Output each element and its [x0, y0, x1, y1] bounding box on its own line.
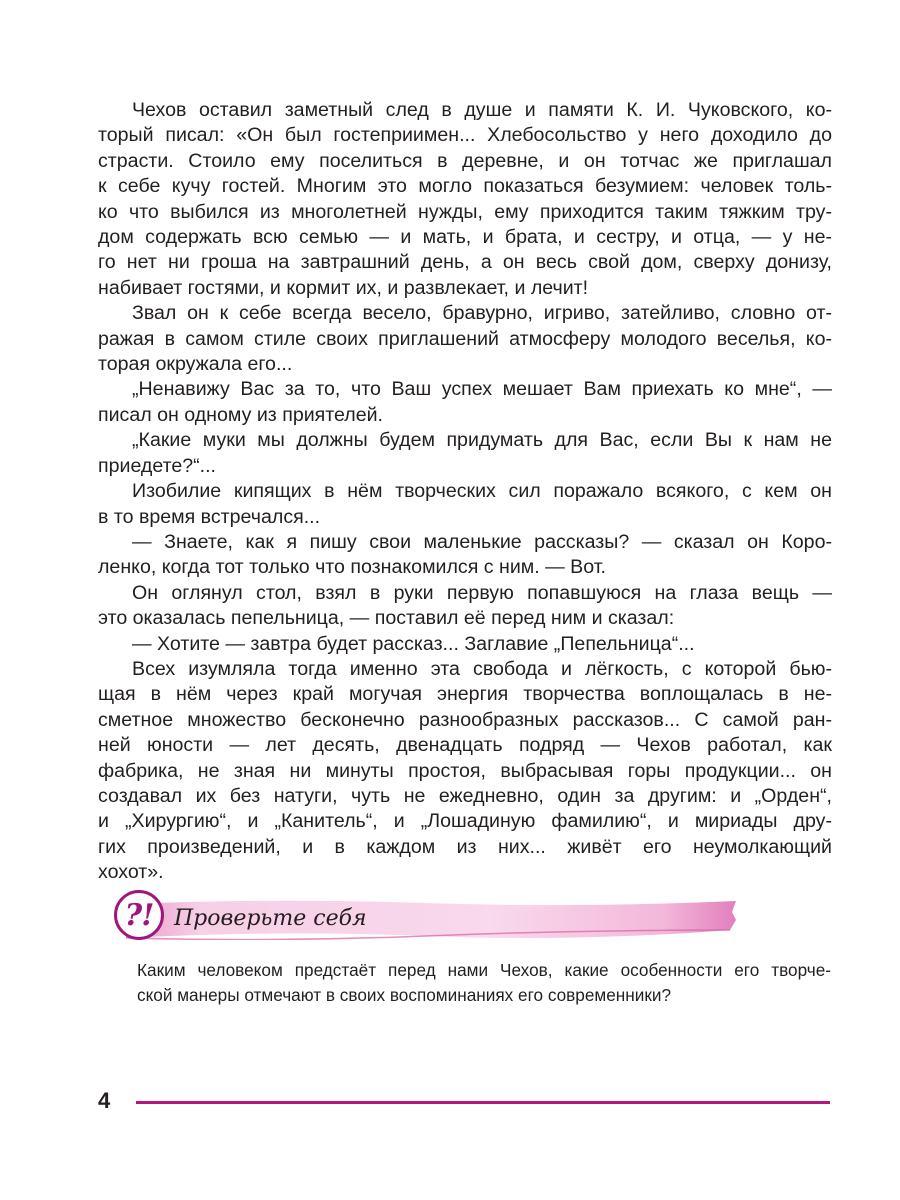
text-line: Чехов оставил заметный след в душе и памяти К. И. Чуковского, ко-: [132, 99, 832, 121]
text-line: приедете?“...: [98, 454, 217, 477]
question-line: Каким человеком предстаёт перед нами Чехов, какие особенности его творче-: [137, 960, 831, 980]
paragraph: [98, 377, 832, 428]
text-line: сметное множество бесконечно разнообразных рассказов... С самой ран-: [98, 708, 832, 731]
paragraph: [98, 657, 832, 886]
check-yourself-title: Проверьте себя: [174, 906, 367, 931]
text-line: Он оглянул стол, взял в руки первую попавшуюся на глаза вещь —: [132, 581, 832, 604]
text-line: ленко, когда тот только что познакомился с ним. — Вот.: [98, 556, 606, 579]
main-text: [98, 98, 832, 886]
text-line: к себе кучу гостей. Многим это могло показаться безумием: человек толь-: [98, 175, 832, 198]
text-line: фабрика, не зная ни минуты простоя, выбрасывая горы продукции... он: [98, 759, 832, 782]
text-line: Изобилие кипящих в нём творческих сил поражало всякого, с кем он: [132, 480, 832, 503]
text-line: Звал он к себе всегда весело, бравурно, игриво, затейливо, словно от-: [132, 302, 832, 325]
text-line: набивает гостями, и кормит их, и развлекает, и лечит!: [98, 276, 589, 299]
check-yourself-banner: [96, 884, 736, 954]
question-line: ской манеры отмечают в своих воспоминаниях его современники?: [137, 985, 672, 1005]
paragraph: [98, 530, 832, 581]
review-question: [137, 958, 831, 1008]
text-line: „Ненавижу Вас за то, что Ваш успех мешает Вам приехать ко мне“, —: [132, 378, 832, 401]
text-line: ней юности — лет десять, двенадцать подряд — Чехов работал, как: [98, 734, 832, 757]
page-number: 4: [98, 1088, 111, 1113]
text-line: ражая в самом стиле своих приглашений атмосферу молодого веселья, ко-: [98, 327, 832, 350]
paragraph: [98, 98, 832, 301]
text-line: страсти. Стоило ему поселиться в деревне, и он тотчас же приглашал: [98, 149, 832, 172]
paragraph: [98, 301, 832, 377]
text-line: писал он одному из приятелей.: [98, 403, 383, 426]
text-line: Всех изумляла тогда именно эта свобода и лёгкость, с которой бью-: [132, 657, 832, 680]
footer-rule: [136, 1101, 830, 1104]
text-line: „Какие муки мы должны будем придумать для Вас, если Вы к нам не: [132, 429, 832, 452]
paragraph: [98, 581, 832, 632]
text-line: создавал их без натуги, чуть не ежедневно, один за другим: и „Орден“,: [98, 784, 832, 807]
text-line: ко что выбился из многолетней нужды, ему приходится таким тяжким тру-: [98, 200, 832, 223]
text-line: и „Хирургию“, и „Канитель“, и „Лошадиную фамилию“, и мириады дру-: [98, 810, 832, 833]
text-line: дом содержать всю семью — и мать, и брата, и сестру, и отца, — у не-: [98, 226, 832, 249]
text-line: хохот».: [98, 861, 164, 884]
text-line: щая в нём через край могучая энергия творчества воплощалась в не-: [98, 683, 832, 706]
text-line: — Хотите — завтра будет рассказ... Заглавие „Пепельница“...: [132, 632, 695, 655]
text-line: в то время встречался...: [98, 505, 321, 528]
text-line: го нет ни гроша на завтрашний день, а он весь свой дом, сверху донизу,: [98, 251, 832, 274]
paragraph: [98, 479, 832, 530]
text-line: гих произведений, и в каждом из них... живёт его неумолкающий: [98, 835, 832, 858]
question-exclamation-icon: ?!: [114, 890, 164, 940]
text-line: это оказалась пепельница, — поставил её перед ним и сказал:: [98, 607, 675, 630]
paragraph: [98, 632, 832, 657]
paragraph: [98, 428, 832, 479]
text-line: торый писал: «Он был гостеприимен... Хлебосольство у него доходило до: [98, 124, 832, 147]
text-line: — Знаете, как я пишу свои маленькие рассказы? — сказал он Коро-: [132, 530, 832, 553]
text-line: торая окружала его...: [98, 353, 293, 376]
